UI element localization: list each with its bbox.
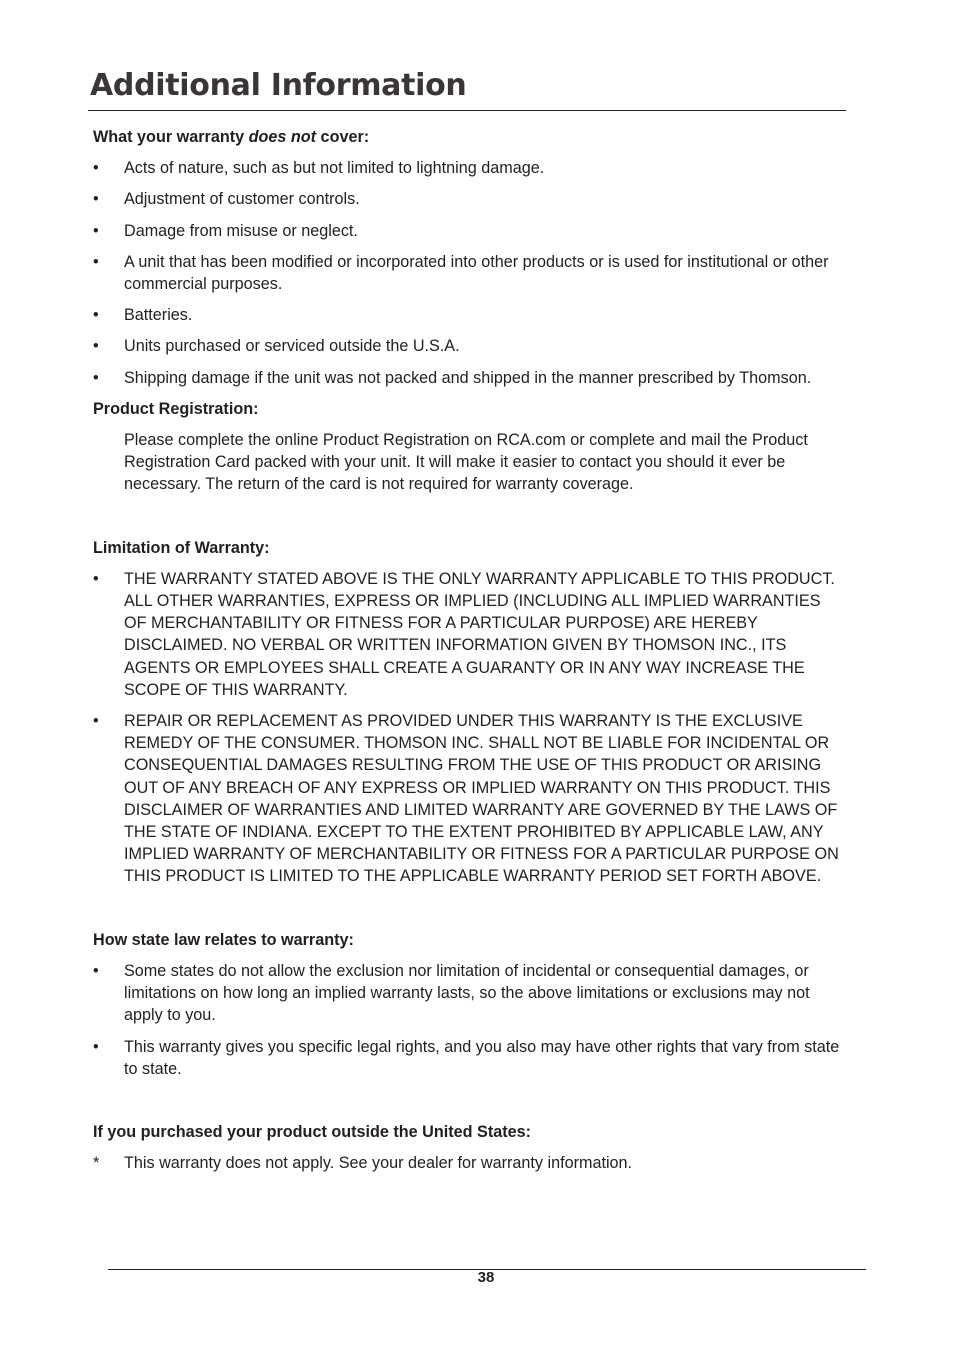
page-title: Additional Information [90,68,467,103]
not-covered-heading [93,126,846,148]
list-item [93,220,846,242]
bullet-marker: • [93,368,99,387]
list-item-text: A unit that has been modified or incorporated into other products or is used for institutional or other commercial purposes. [124,252,829,294]
list-item-text: This warranty does not apply. See your dealer for warranty information. [124,1154,633,1173]
list-item-text: Shipping damage if the unit was not packed and shipped in the manner prescribed by Thomson. [124,368,812,387]
list-item-text: Some states do not allow the exclusion nor limitation of incidental or consequential damages, or limitations on how long an implied warranty lasts, so the above limitations or exclusions may not apply to you. [124,961,810,1025]
list-item-text: THE WARRANTY STATED ABOVE IS THE ONLY WARRANTY APPLICABLE TO THIS PRODUCT. ALL OTHER WARRANTIES, EXPRESS OR IMPLIED (INCLUDING ALL IMPLIED WARRANTIES OF MERCHANTABILITY OR FITNESS FOR A PARTICULAR PURPOSE) ARE HEREBY DISCLAIMED. NO VERBAL OR WRITTEN INFORMATION GIVEN BY THOMSON INC., ITS AGENTS OR EMPLOYEES SHALL CREATE A GUARANTY OR IN ANY WAY INCREASE THE SCOPE OF THIS WARRANTY. [124,569,835,699]
list-item [93,157,846,179]
list-item [93,1152,846,1174]
bullet-marker: • [93,961,99,980]
outside-us-heading: If you purchased your product outside the United States: [93,1122,532,1141]
bullet-marker: • [93,712,99,731]
not-covered-heading-post: cover: [316,128,370,146]
list-item-text: Batteries. [124,306,193,325]
registration-heading: Product Registration: [93,399,259,418]
page-number: 38 [477,1269,495,1286]
bullet-marker: • [93,337,99,356]
asterisk-marker: * [93,1154,100,1173]
bullet-marker: • [93,306,99,325]
list-item [93,710,846,888]
not-covered-list [93,157,846,389]
page-content [93,124,846,1174]
not-covered-heading-pre: What your warranty [93,128,249,146]
registration-body: Please complete the online Product Registration on RCA.com or complete and mail the Product Registration Card packed with your unit. It will make it easier to contact you should it ever be necessary. The return of the card is not required for warranty coverage. [124,431,808,494]
list-item [93,304,846,326]
state-law-heading: How state law relates to warranty: [93,930,354,949]
list-item-text: Adjustment of customer controls. [124,190,360,209]
list-item [93,335,846,357]
list-item [93,1036,846,1080]
not-covered-heading-emphasis: does not [248,128,317,146]
bullet-marker: • [93,159,99,178]
list-item [93,367,846,389]
list-item-text: Acts of nature, such as but not limited to lightning damage. [124,159,545,178]
bullet-marker: • [93,190,99,209]
state-law-list [93,960,846,1080]
bullet-marker: • [93,221,99,240]
list-item [93,251,846,295]
list-item-text: This warranty gives you specific legal rights, and you also may have other rights that vary from state to state. [124,1037,840,1078]
list-item-text: Units purchased or serviced outside the U.S.A. [124,337,460,356]
list-item-text: REPAIR OR REPLACEMENT AS PROVIDED UNDER THIS WARRANTY IS THE EXCLUSIVE REMEDY OF THE CONSUMER. THOMSON INC. SHALL NOT BE LIABLE FOR INCIDENTAL OR CONSEQUENTIAL DAMAGES RESULTING FROM THE USE OF THIS PRODUCT OR ARISING OUT OF ANY BREACH OF ANY EXPRESS OR IMPLIED WARRANTY ON THIS PRODUCT. THIS DISCLAIMER OF WARRANTIES AND LIMITED WARRANTY ARE GOVERNED BY THE LAWS OF THE STATE OF INDIANA. EXCEPT TO THE EXTENT PROHIBITED BY APPLICABLE LAW, ANY IMPLIED WARRANTY OF MERCHANTABILITY OR FITNESS FOR A PARTICULAR PURPOSE ON THIS PRODUCT IS LIMITED TO THE APPLICABLE WARRANTY PERIOD SET FORTH ABOVE. [124,712,839,886]
outside-us-list [93,1152,846,1174]
list-item [93,188,846,210]
list-item [93,960,846,1027]
limitation-heading: Limitation of Warranty: [93,538,270,557]
bullet-marker: • [93,252,99,271]
bullet-marker: • [93,569,99,588]
title-divider [88,110,846,111]
list-item [93,568,846,701]
bullet-marker: • [93,1037,99,1056]
limitation-list [93,568,846,888]
list-item-text: Damage from misuse or neglect. [124,221,358,240]
